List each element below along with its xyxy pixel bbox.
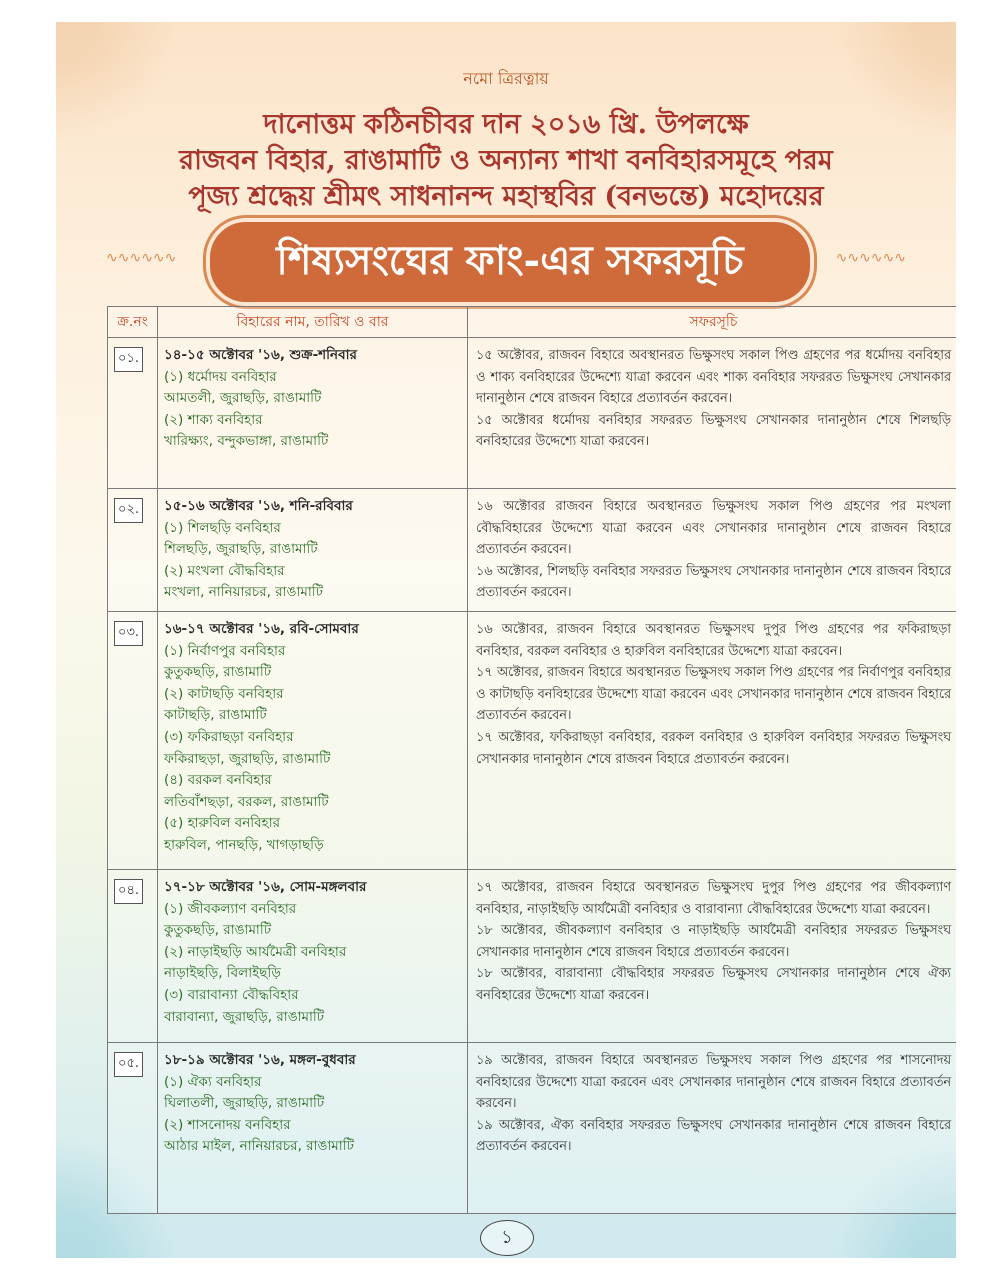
heading-line-3: পূজ্য শ্রদ্ধেয় শ্রীমৎ সাধনানন্দ মহাস্থবির (বনভন্তে) মহোদয়ের bbox=[188, 181, 824, 212]
vihara-line: আঠার মাইল, নানিয়ারচর, রাঙামাটি bbox=[164, 1138, 354, 1155]
table-row bbox=[108, 611, 957, 869]
vihara-line: (১) শিলছড়ি বনবিহার bbox=[164, 519, 281, 536]
schedule-paragraph: ১৫ অক্টোবর, রাজবন বিহারে অবস্থানরত ভিক্ষুসংঘ সকাল পিণ্ড গ্রহণের পর ধর্মোদয় বনবিহার ও শাক্য বনবিহারের উদ্দেশ্যে যাত্রা করবেন এবং শাক্য বনবিহার সফররত ভিক্ষুসংঘ সেখানকার দানানুষ্ঠান শেষে রাজবন বিহারে প্রত্যাবর্তন করবেন। bbox=[476, 348, 951, 407]
schedule-paragraph: ১৬ অক্টোবর, রাজবন বিহারে অবস্থানরত ভিক্ষুসংঘ দুপুর পিণ্ড গ্রহণের পর ফকিরাছড়া বনবিহার, বরকল বনবিহার ও হারুবিল বনবিহারের উদ্দেশ্যে যাত্রা করবেন। bbox=[476, 621, 951, 659]
invocation-text: নমো ত্রিরত্নায় bbox=[463, 69, 549, 88]
vihara-line: হারুবিল, পানছড়ি, খাগড়াছড়ি bbox=[164, 836, 324, 853]
schedule-paragraph: ১৯ অক্টোবর, ঐক্য বনবিহার সফররত ভিক্ষুসংঘ সেখানকার দানানুষ্ঠান শেষে রাজবন বিহারে প্রত্যাবর্তন করবেন। bbox=[476, 1117, 951, 1155]
vihara-line: বারাবান্যা, জুরাছড়ি, রাঙামাটি bbox=[164, 1008, 325, 1025]
serial-number: ০২. bbox=[114, 498, 143, 523]
vihara-line: (৩) ফকিরাছড়া বনবিহার bbox=[164, 728, 294, 745]
title-banner: শিষ্যসংঘের ফাং-এর সফরসূচি bbox=[206, 218, 814, 306]
row-date: ১৪-১৫ অক্টোবর '১৬, শুক্র-শনিবার bbox=[164, 347, 357, 363]
heading-line-2: রাজবন বিহার, রাঙামাটি ও অন্যান্য শাখা বনবিহারসমূহে পরম bbox=[179, 145, 833, 176]
table-row bbox=[108, 869, 957, 1042]
serial-number: ০১. bbox=[114, 347, 143, 372]
vihara-line: ফকিরাছড়া, জুরাছড়ি, রাঙামাটি bbox=[164, 750, 331, 767]
serial-cell bbox=[108, 869, 158, 1042]
row-date: ১৬-১৭ অক্টোবর '১৬, রবি-সোমবার bbox=[164, 620, 359, 637]
vihara-line: খারিক্ষ্যং, বন্দুকভাঙ্গা, রাঙামাটি bbox=[164, 433, 329, 450]
row-date: ১৮-১৯ অক্টোবর '১৬, মঙ্গল-বুধবার bbox=[164, 1051, 356, 1068]
schedule-paragraph: ১৭ অক্টোবর, ফকিরাছড়া বনবিহার, বরকল বনবিহার ও হারুবিল বনবিহার সফররত ভিক্ষুসংঘ সেখানকার দানানুষ্ঠান শেষে রাজবন বিহারে প্রত্যাবর্তন করবেন। bbox=[476, 729, 951, 767]
flourish-right-icon: ∿∿∿∿∿∿ bbox=[835, 250, 906, 266]
schedule-paragraph: ১৮ অক্টোবর, জীবকল্যাণ বনবিহার ও নাড়াইছড়ি আর্যমৈত্রী বনবিহার সফররত ভিক্ষুসংঘ সেখানকার দানানুষ্ঠান শেষে রাজবন বিহারে প্রত্যাবর্তন করবেন। bbox=[476, 923, 951, 960]
schedule-paragraph: ১৮ অক্টোবর, বারাবান্যা বৌদ্ধবিহার সফররত ভিক্ষুসংঘ সেখানকার দানানুষ্ঠান শেষে ঐক্য বনবিহারের উদ্দেশ্যে যাত্রা করবেন। bbox=[476, 966, 951, 1003]
serial-cell bbox=[108, 611, 158, 869]
page-number: ১ bbox=[480, 1220, 534, 1256]
table-row bbox=[108, 1042, 957, 1213]
vihara-cell bbox=[158, 869, 468, 1042]
column-header-serial: ক্র.নং bbox=[108, 307, 158, 338]
serial-number: ০৫. bbox=[114, 1052, 143, 1077]
vihara-cell bbox=[158, 338, 468, 489]
row-date: ১৭-১৮ অক্টোবর '১৬, সোম-মঙ্গলবার bbox=[164, 878, 367, 895]
table-header-row bbox=[108, 307, 957, 338]
schedule-table bbox=[107, 306, 956, 1214]
serial-cell bbox=[108, 1042, 158, 1213]
schedule-cell bbox=[468, 611, 957, 869]
vihara-line: কাটাছড়ি, রাঙামাটি bbox=[164, 707, 267, 724]
page-sheet bbox=[56, 22, 956, 1258]
schedule-paragraph: ১৭ অক্টোবর, রাজবন বিহারে অবস্থানরত ভিক্ষুসংঘ দুপুর পিণ্ড গ্রহণের পর জীবকল্যাণ বনবিহার, নাড়াইছড়ি আর্যমৈত্রী বনবিহার ও বারাবান্যা বৌদ্ধবিহারের উদ্দেশ্যে যাত্রা করবেন। bbox=[476, 879, 951, 917]
vihara-line: (২) শাসনোদয় বনবিহার bbox=[164, 1116, 291, 1133]
column-header-schedule: সফরসূচি bbox=[468, 307, 957, 338]
vihara-line: (২) শাক্য বনবিহার bbox=[164, 411, 263, 428]
vihara-line: (১) ঐক্য বনবিহার bbox=[164, 1073, 262, 1090]
vihara-line: লতিবাঁশছড়া, বরকল, রাঙামাটি bbox=[164, 793, 329, 810]
vihara-line: কুতুকছড়ি, রাঙামাটি bbox=[164, 922, 272, 939]
serial-number: ০৪. bbox=[114, 879, 143, 904]
vihara-line: (৩) বারাবান্যা বৌদ্ধবিহার bbox=[164, 986, 299, 1003]
schedule-cell bbox=[468, 489, 957, 612]
vihara-cell bbox=[158, 611, 468, 869]
schedule-cell bbox=[468, 338, 957, 489]
vihara-line: (১) ধর্মোদয় বনবিহার bbox=[164, 368, 277, 385]
schedule-paragraph: ১৫ অক্টোবর ধর্মোদয় বনবিহার সফররত ভিক্ষুসংঘ সেখানকার দানানুষ্ঠান শেষে শিলছড়ি বনবিহারের উদ্দেশ্যে যাত্রা করবেন। bbox=[476, 412, 951, 450]
table-row bbox=[108, 338, 957, 489]
column-header-vihara: বিহারের নাম, তারিখ ও বার bbox=[158, 307, 468, 338]
vihara-cell bbox=[158, 489, 468, 612]
heading-line-1: দানোত্তম কঠিনচীবর দান ২০১৬ খ্রি. উপলক্ষে bbox=[263, 109, 749, 140]
vihara-line: নাড়াইছড়ি, বিলাইছড়ি bbox=[164, 965, 281, 982]
table-row bbox=[108, 489, 957, 612]
vihara-line: (২) নাড়াইছড়ি আর্যমৈত্রী বনবিহার bbox=[164, 943, 347, 960]
serial-number: ০৩. bbox=[114, 621, 143, 646]
vihara-line: মংখলা, নানিয়ারচর, রাঙামাটি bbox=[164, 584, 323, 601]
schedule-paragraph: ১৬ অক্টোবর, শিলছড়ি বনবিহার সফররত ভিক্ষুসংঘ সেখানকার দানানুষ্ঠান শেষে রাজবন বিহারে প্রত্যাবর্তন করবেন। bbox=[476, 563, 951, 601]
vihara-line: (২) মংখলা বৌদ্ধবিহার bbox=[164, 562, 285, 579]
vihara-line: কুতুকছড়ি, রাঙামাটি bbox=[164, 664, 272, 681]
vihara-line: শিলছড়ি, জুরাছড়ি, রাঙামাটি bbox=[164, 541, 318, 558]
vihara-line: (১) নির্বাণপুর বনবিহার bbox=[164, 642, 286, 659]
vihara-line: (১) জীবকল্যাণ বনবিহার bbox=[164, 900, 297, 917]
serial-cell bbox=[108, 338, 158, 489]
schedule-cell bbox=[468, 1042, 957, 1213]
flourish-left-icon: ∿∿∿∿∿∿ bbox=[106, 250, 177, 266]
vihara-line: আমতলী, জুরাছড়ি, রাঙামাটি bbox=[164, 390, 322, 407]
serial-cell bbox=[108, 489, 158, 612]
schedule-paragraph: ১৬ অক্টোবর রাজবন বিহারে অবস্থানরত ভিক্ষুসংঘ সকাল পিণ্ড গ্রহণের পর মংখলা বৌদ্ধবিহারের উদ্দেশ্যে যাত্রা করবেন এবং সেখানকার দানানুষ্ঠান শেষে রাজবন বিহারে প্রত্যাবর্তন করবেন। bbox=[476, 499, 951, 558]
vihara-line: (৪) বরকল বনবিহার bbox=[164, 772, 272, 789]
vihara-line: ঘিলাতলী, জুরাছড়ি, রাঙামাটি bbox=[164, 1095, 325, 1112]
vihara-cell bbox=[158, 1042, 468, 1213]
vihara-line: (২) কাটাছড়ি বনবিহার bbox=[164, 685, 284, 702]
schedule-paragraph: ১৯ অক্টোবর, রাজবন বিহারে অবস্থানরত ভিক্ষুসংঘ সকাল পিণ্ড গ্রহণের পর শাসনোদয় বনবিহারের উদ্দেশ্যে যাত্রা করবেন এবং সেখানকার দানানুষ্ঠান শেষে রাজবন বিহারে প্রত্যাবর্তন করবেন। bbox=[476, 1052, 951, 1112]
schedule-cell bbox=[468, 869, 957, 1042]
row-date: ১৫-১৬ অক্টোবর '১৬, শনি-রবিবার bbox=[164, 498, 353, 514]
schedule-paragraph: ১৭ অক্টোবর, রাজবন বিহারে অবস্থানরত ভিক্ষুসংঘ সকাল পিণ্ড গ্রহণের পর নির্বাণপুর বনবিহার ও কাটাছড়ি বনবিহারের উদ্দেশ্যে যাত্রা করবেন এবং সেখানকার দানানুষ্ঠান শেষে রাজবন বিহারে প্রত্যাবর্তন করবেন। bbox=[476, 665, 951, 724]
vihara-line: (৫) হারুবিল বনবিহার bbox=[164, 815, 281, 832]
